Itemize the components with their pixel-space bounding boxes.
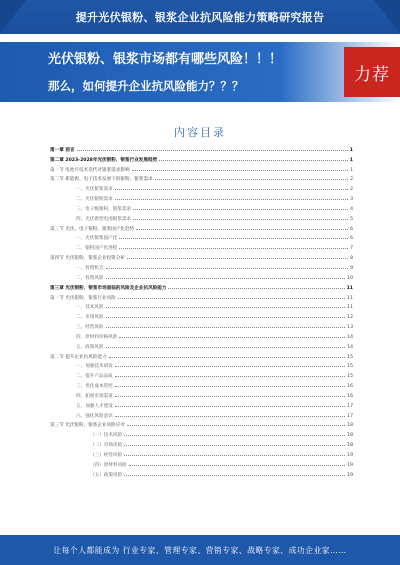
toc-leader-dots	[119, 248, 348, 249]
toc-entry-title: 第二章 2023-2028年光伏银粉、银浆行业发展趋势	[50, 157, 158, 163]
toc-entry-page: 2	[350, 187, 353, 193]
toc-entry-title: 第一节 光伏银粉、银浆行业风险	[50, 295, 116, 301]
toc-entry-page: 1	[350, 167, 353, 173]
toc-entry-page: 13	[347, 325, 353, 331]
toc-entry[interactable]	[50, 458, 353, 468]
toc-leader-dots	[115, 376, 345, 377]
toc-entry-title: 第三章 光伏银粉、银浆市场面临的风险及企业抗风险能力	[50, 285, 167, 291]
toc-leader-dots	[127, 425, 345, 426]
toc-leader-dots	[136, 229, 348, 230]
toc-entry-title: 四、拓展市场渠道	[76, 393, 113, 399]
toc-entry-page: 18	[347, 433, 353, 439]
toc-entry-page: 8	[350, 256, 353, 262]
toc-entry-page: 4	[350, 206, 353, 212]
toc-leader-dots	[109, 357, 346, 358]
toc-leader-dots	[132, 170, 349, 171]
toc-entry-page: 14	[347, 334, 353, 340]
toc-entry[interactable]	[50, 330, 353, 340]
toc-entry-title: 第一章 前言	[50, 147, 75, 153]
toc-entry-title: 一、光伏银浆需求	[76, 187, 113, 193]
toc-entry-title: 第三节 光伏银粉、银浆企业风险应对	[50, 423, 125, 429]
toc-entry[interactable]	[50, 241, 353, 251]
toc-entry-title: 一、投资机会	[76, 265, 104, 271]
toc-entry-page: 5	[350, 216, 353, 222]
toc-leader-dots	[119, 238, 348, 239]
toc-entry-title: 第二节 提升企业抗风险能力	[50, 354, 107, 360]
toc-entry[interactable]	[50, 192, 353, 202]
toc-entry-title: （三）经营风险	[90, 453, 123, 458]
toc-leader-dots	[155, 179, 349, 180]
toc-entry[interactable]	[50, 251, 353, 261]
header-corner-right	[374, 0, 400, 34]
toc-entry-page: 7	[350, 246, 353, 252]
toc-leader-dots	[106, 317, 346, 318]
toc-entry[interactable]	[50, 350, 353, 360]
toc-entry-title: 二、银粉国产化进程	[76, 246, 118, 252]
toc-entry[interactable]	[50, 202, 353, 212]
toc-entry-page: 15	[347, 364, 353, 370]
toc-leader-dots	[124, 435, 345, 436]
toc-leader-dots	[115, 396, 345, 397]
toc-entry[interactable]	[50, 399, 353, 409]
toc-leader-dots	[115, 366, 345, 367]
toc-leader-dots	[133, 209, 348, 210]
toc-entry[interactable]	[50, 448, 353, 458]
toc-entry[interactable]	[50, 428, 353, 438]
toc-entry[interactable]	[50, 281, 353, 291]
toc-leader-dots	[124, 455, 345, 456]
toc-leader-dots	[129, 465, 345, 466]
toc-entry-page: 1	[349, 157, 353, 163]
toc-entry[interactable]	[50, 389, 353, 399]
toc-entry[interactable]	[50, 291, 353, 301]
toc-entry-page: 19	[347, 453, 353, 458]
toc-entry[interactable]	[50, 261, 353, 271]
toc-entry[interactable]	[50, 468, 353, 478]
toc-leader-dots	[106, 307, 346, 308]
toc-entry-page: 15	[347, 374, 353, 380]
toc-entry-page: 6	[350, 236, 353, 242]
brand-badge	[344, 47, 400, 97]
toc-entry[interactable]	[50, 182, 353, 192]
toc-entry-title: （五）政策风险	[90, 472, 123, 478]
toc-leader-dots	[133, 219, 348, 220]
toc-entry[interactable]	[50, 163, 353, 173]
toc-entry[interactable]	[50, 360, 353, 370]
toc-leader-dots	[106, 347, 346, 348]
toc-entry-title: 四、原材料价格风险	[76, 334, 118, 340]
toc-entry-page: 9	[350, 265, 353, 271]
report-header-bar	[0, 0, 400, 34]
toc-entry-page: 12	[347, 315, 353, 321]
toc-entry[interactable]	[50, 340, 353, 350]
toc-entry-page: 17	[347, 413, 353, 419]
toc-entry[interactable]	[50, 369, 353, 379]
toc-entry[interactable]	[50, 409, 353, 419]
toc-entry-title: 五、加强人才建设	[76, 403, 113, 409]
toc-leader-dots	[106, 327, 346, 328]
toc-leader-dots	[119, 337, 345, 338]
toc-entry-title: 第四节 光伏银粉、银浆企业投资分析	[50, 256, 125, 262]
toc-leader-dots	[124, 475, 345, 476]
toc-entry[interactable]	[50, 438, 353, 448]
table-of-contents	[50, 143, 353, 478]
toc-entry-page: 6	[350, 226, 353, 232]
toc-entry-page: 1	[349, 147, 353, 153]
toc-entry-page: 11	[346, 285, 353, 291]
brand-badge-text: 力荐	[354, 64, 390, 85]
toc-entry-title: 三、经营风险	[76, 325, 104, 331]
header-corner-left	[0, 0, 26, 34]
toc-entry-title: 一、光伏银浆国产化	[76, 236, 118, 242]
toc-entry-title: （四）原材料风险	[90, 462, 127, 468]
toc-entry-title: 三、电子级银粉、银浆需求	[76, 206, 132, 212]
toc-entry[interactable]	[50, 310, 353, 320]
toc-entry-page: 2	[350, 177, 353, 183]
toc-entry-title: 一、技术风险	[76, 305, 104, 311]
toc-entry[interactable]	[50, 320, 353, 330]
footer-slogan: 让每个人都能成为 行业专家、管理专家、营销专家、战略专家、成功企业家……	[53, 545, 347, 555]
toc-entry-title: （二）市场风险	[90, 443, 123, 449]
banner-subheadline: 那么，如何提升企业抗风险能力？？？	[48, 79, 244, 93]
toc-leader-dots	[77, 150, 348, 151]
toc-entry-title: 第二节 新能源、电子技术发展下的银粉、银浆需求	[50, 177, 153, 183]
toc-entry-page: 18	[347, 443, 353, 449]
toc-leader-dots	[115, 386, 345, 387]
toc-entry-page: 14	[347, 344, 353, 350]
toc-entry-page: 3	[350, 197, 353, 203]
toc-entry-title: 六、强化风险意识	[76, 413, 113, 419]
toc-entry-title: 二、投资风险	[76, 275, 104, 281]
toc-entry-page: 16	[347, 393, 353, 399]
toc-entry-page: 11	[347, 305, 353, 311]
toc-leader-dots	[115, 406, 345, 407]
toc-entry-page: 15	[347, 354, 353, 360]
title-banner	[0, 42, 400, 102]
toc-leader-dots	[115, 199, 348, 200]
toc-entry-page: 19	[347, 472, 353, 478]
toc-entry[interactable]	[50, 143, 353, 153]
toc-leader-dots	[159, 160, 348, 161]
toc-leader-dots	[168, 288, 344, 289]
toc-entry-page: 19	[347, 462, 353, 468]
toc-leader-dots	[106, 268, 348, 269]
toc-leader-dots	[118, 298, 345, 299]
toc-leader-dots	[106, 278, 346, 279]
banner-headline: 光伏银粉、银浆市场都有哪些风险！！！	[48, 52, 283, 67]
toc-entry-title: 二、光伏银粉需求	[76, 197, 113, 203]
toc-entry-page: 18	[347, 423, 353, 429]
toc-heading: 内容目录	[174, 126, 226, 139]
footer-bar	[0, 535, 400, 565]
toc-entry-page: 11	[347, 295, 353, 301]
toc-entry[interactable]	[50, 379, 353, 389]
toc-entry[interactable]	[50, 212, 353, 222]
toc-leader-dots	[127, 258, 348, 259]
toc-entry-title: 二、市场风险	[76, 315, 104, 321]
toc-entry-title: 五、政策风险	[76, 344, 104, 350]
toc-entry-title: 四、光伏新型电池银浆需求	[76, 216, 132, 222]
toc-entry[interactable]	[50, 301, 353, 311]
toc-leader-dots	[124, 445, 345, 446]
toc-entry-title: 第三节 光伏、电子银粉、银浆国产化趋势	[50, 226, 135, 232]
toc-entry[interactable]	[50, 419, 353, 429]
toc-entry-title: 二、提升产品品质	[76, 374, 113, 380]
toc-entry[interactable]	[50, 222, 353, 232]
toc-leader-dots	[115, 189, 348, 190]
toc-entry-title: 一、加强技术研发	[76, 364, 113, 370]
toc-entry-title: （一）技术风险	[90, 433, 123, 439]
toc-entry-title: 三、优化成本管控	[76, 384, 113, 390]
toc-entry[interactable]	[50, 153, 353, 163]
report-header-title: 提升光伏银粉、银浆企业抗风险能力策略研究报告	[75, 11, 325, 24]
toc-entry-title: 第一节 电池片技术迭代对银浆需求影响	[50, 167, 130, 173]
toc-entry-page: 10	[347, 275, 353, 281]
toc-entry[interactable]	[50, 271, 353, 281]
toc-entry[interactable]	[50, 232, 353, 242]
toc-entry[interactable]	[50, 173, 353, 183]
toc-leader-dots	[115, 416, 345, 417]
toc-entry-page: 16	[347, 384, 353, 390]
toc-entry-page: 17	[347, 403, 353, 409]
